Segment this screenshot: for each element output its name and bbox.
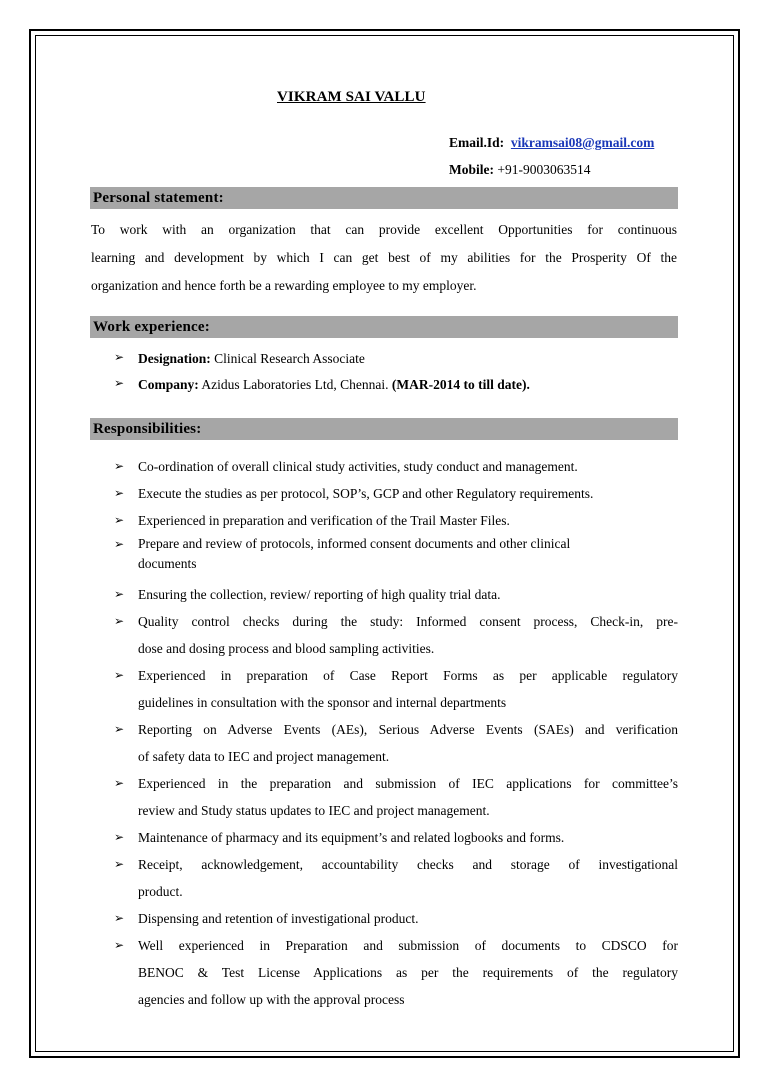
personal-statement-text [91, 218, 677, 302]
responsibility-line: review and Study status updates to IEC and project management. [138, 803, 490, 818]
designation-value: Clinical Research Associate [214, 351, 365, 366]
list-item [114, 377, 678, 403]
responsibility-line: dose and dosing process and blood sampling activities. [138, 641, 435, 656]
arrow-bullet-icon: ➢ [114, 376, 125, 390]
responsibility-item [114, 480, 678, 507]
arrow-bullet-icon: ➢ [114, 513, 125, 527]
responsibility-item [114, 905, 678, 932]
responsibility-line: Ensuring the collection, review/ reporting of high quality trial data. [138, 587, 501, 602]
responsibility-line: Well experienced in Preparation and submission of documents to CDSCO for [138, 938, 678, 953]
arrow-bullet-icon: ➢ [114, 776, 125, 790]
responsibility-line: guidelines in consultation with the sponsor and internal departments [138, 695, 507, 710]
list-item [114, 351, 678, 377]
responsibility-item [114, 932, 678, 1013]
responsibility-line: Dispensing and retention of investigational product. [138, 911, 419, 926]
email-label: Email.Id: [449, 135, 505, 150]
responsibility-item [114, 716, 678, 770]
arrow-bullet-icon: ➢ [114, 614, 125, 628]
responsibility-line: agencies and follow up with the approval process [138, 992, 405, 1007]
responsibility-line: Co-ordination of overall clinical study activities, study conduct and management. [138, 459, 578, 474]
responsibility-item [114, 824, 678, 851]
work-experience-list [114, 351, 678, 403]
responsibility-item [114, 581, 678, 608]
responsibility-line: BENOC & Test License Applications as per the requirements of the regulatory [138, 965, 678, 980]
arrow-bullet-icon: ➢ [114, 537, 125, 551]
arrow-bullet-icon: ➢ [114, 830, 125, 844]
responsibility-item [114, 851, 678, 905]
responsibility-line: product. [138, 884, 183, 899]
responsibilities-list [114, 453, 678, 1013]
responsibility-line: Receipt, acknowledgement, accountability checks and storage of investigational [138, 857, 678, 872]
arrow-bullet-icon: ➢ [114, 350, 125, 364]
designation-label: Designation: [138, 351, 211, 366]
arrow-bullet-icon: ➢ [114, 668, 125, 682]
company-value: Azidus Laboratories Ltd, Chennai. [201, 377, 389, 392]
responsibility-line: of safety data to IEC and project management. [138, 749, 390, 764]
responsibility-item [114, 608, 678, 662]
arrow-bullet-icon: ➢ [114, 938, 125, 952]
responsibility-line: documents [138, 556, 197, 571]
responsibility-item [114, 662, 678, 716]
responsibility-line: Quality control checks during the study: Informed consent process, Check-in, pre- [138, 614, 678, 629]
arrow-bullet-icon: ➢ [114, 486, 125, 500]
responsibility-line: Execute the studies as per protocol, SOP’s, GCP and other Regulatory requirements. [138, 486, 594, 501]
section-work-experience: Work experience: [90, 316, 678, 338]
arrow-bullet-icon: ➢ [114, 587, 125, 601]
mobile-label: Mobile: [449, 162, 494, 177]
mobile-value: +91-9003063514 [497, 162, 591, 177]
mobile-line [449, 162, 590, 178]
arrow-bullet-icon: ➢ [114, 911, 125, 925]
responsibility-line: Experienced in preparation of Case Report Forms as per applicable regulatory [138, 668, 678, 683]
responsibility-line: Experienced in the preparation and submission of IEC applications for committee’s [138, 776, 678, 791]
arrow-bullet-icon: ➢ [114, 722, 125, 736]
responsibility-item [114, 534, 678, 574]
responsibility-line: Prepare and review of protocols, informed consent documents and other clinical [138, 536, 571, 551]
responsibility-item [114, 453, 678, 480]
email-line [449, 135, 654, 151]
responsibility-line: Reporting on Adverse Events (AEs), Serious Adverse Events (SAEs) and verification [138, 722, 678, 737]
responsibility-item [114, 507, 678, 534]
responsibility-line: Experienced in preparation and verification of the Trail Master Files. [138, 513, 510, 528]
statement-line: organization and hence forth be a rewarding employee to my employer. [91, 278, 477, 293]
statement-line: To work with an organization that can provide excellent Opportunities for continuous [91, 222, 677, 237]
email-link[interactable]: vikramsai08@gmail.com [510, 135, 655, 150]
arrow-bullet-icon: ➢ [114, 459, 125, 473]
responsibility-line: Maintenance of pharmacy and its equipment’s and related logbooks and forms. [138, 830, 565, 845]
responsibility-item [114, 770, 678, 824]
section-personal-statement: Personal statement: [90, 187, 678, 209]
candidate-name: VIKRAM SAI VALLU [277, 89, 426, 105]
statement-line: learning and development by which I can get best of my abilities for the Prosperity Of the [91, 250, 677, 265]
company-label: Company: [138, 377, 199, 392]
arrow-bullet-icon: ➢ [114, 857, 125, 871]
section-responsibilities: Responsibilities: [90, 418, 678, 440]
company-period: (MAR-2014 to till date). [391, 377, 530, 392]
